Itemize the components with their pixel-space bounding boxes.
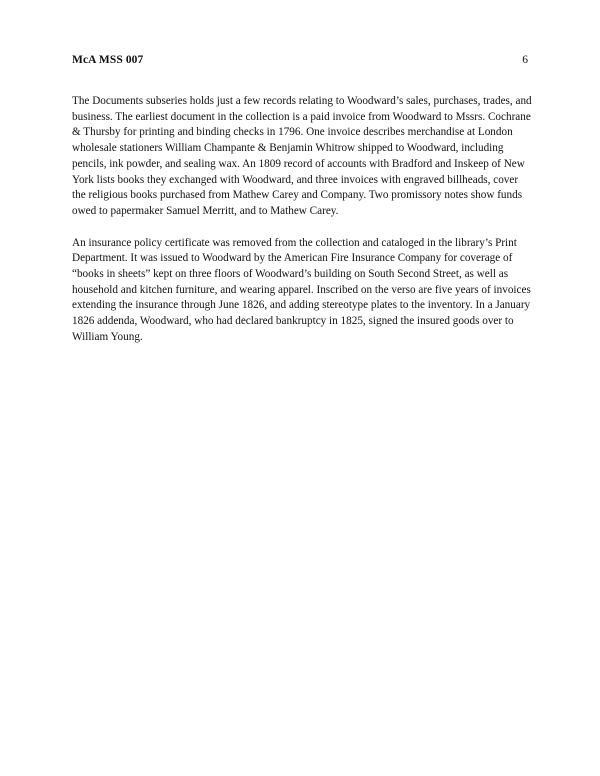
page-number: 6 [522,54,528,66]
paragraph-insurance-policy: An insurance policy certificate was removed from the collection and cataloged in the library’s Print Department. It was issued to Woodward by the American Fire Insurance Company for coverage of “books in sheets” kept on three floors of Woodward’s building on South Second Street, as well as household and kitchen furniture, and wearing apparel. Inscribed on the verso are five years of invoices extending the insurance through June 1826, and adding stereotype plates to the inventory. In a January 1826 addenda, Woodward, who had declared bankruptcy in 1825, signed the insured goods over to William Young. [72,236,531,343]
collection-id: McA MSS 007 [72,54,144,66]
paragraph-documents-subseries: The Documents subseries holds just a few records relating to Woodward’s sales, purchases, trades, and business. The earliest document in the collection is a paid invoice from Woodward to Mssrs. Cochrane & Thursby for printing and binding checks in 1796. One invoice describes merchandise at London wholesale stationers William Champante & Benjamin Whitrow shipped to Woodward, including pencils, ink powder, and sealing wax. An 1809 record of accounts with Bradford and Inskeep of New York lists books they exchanged with Woodward, and three invoices with engraved billheads, cover the religious books purchased from Mathew Carey and Company. Two promissory notes show funds owed to papermaker Samuel Merritt, and to Mathew Carey. [72,95,532,217]
page-header [72,54,528,70]
document-body [72,94,534,362]
